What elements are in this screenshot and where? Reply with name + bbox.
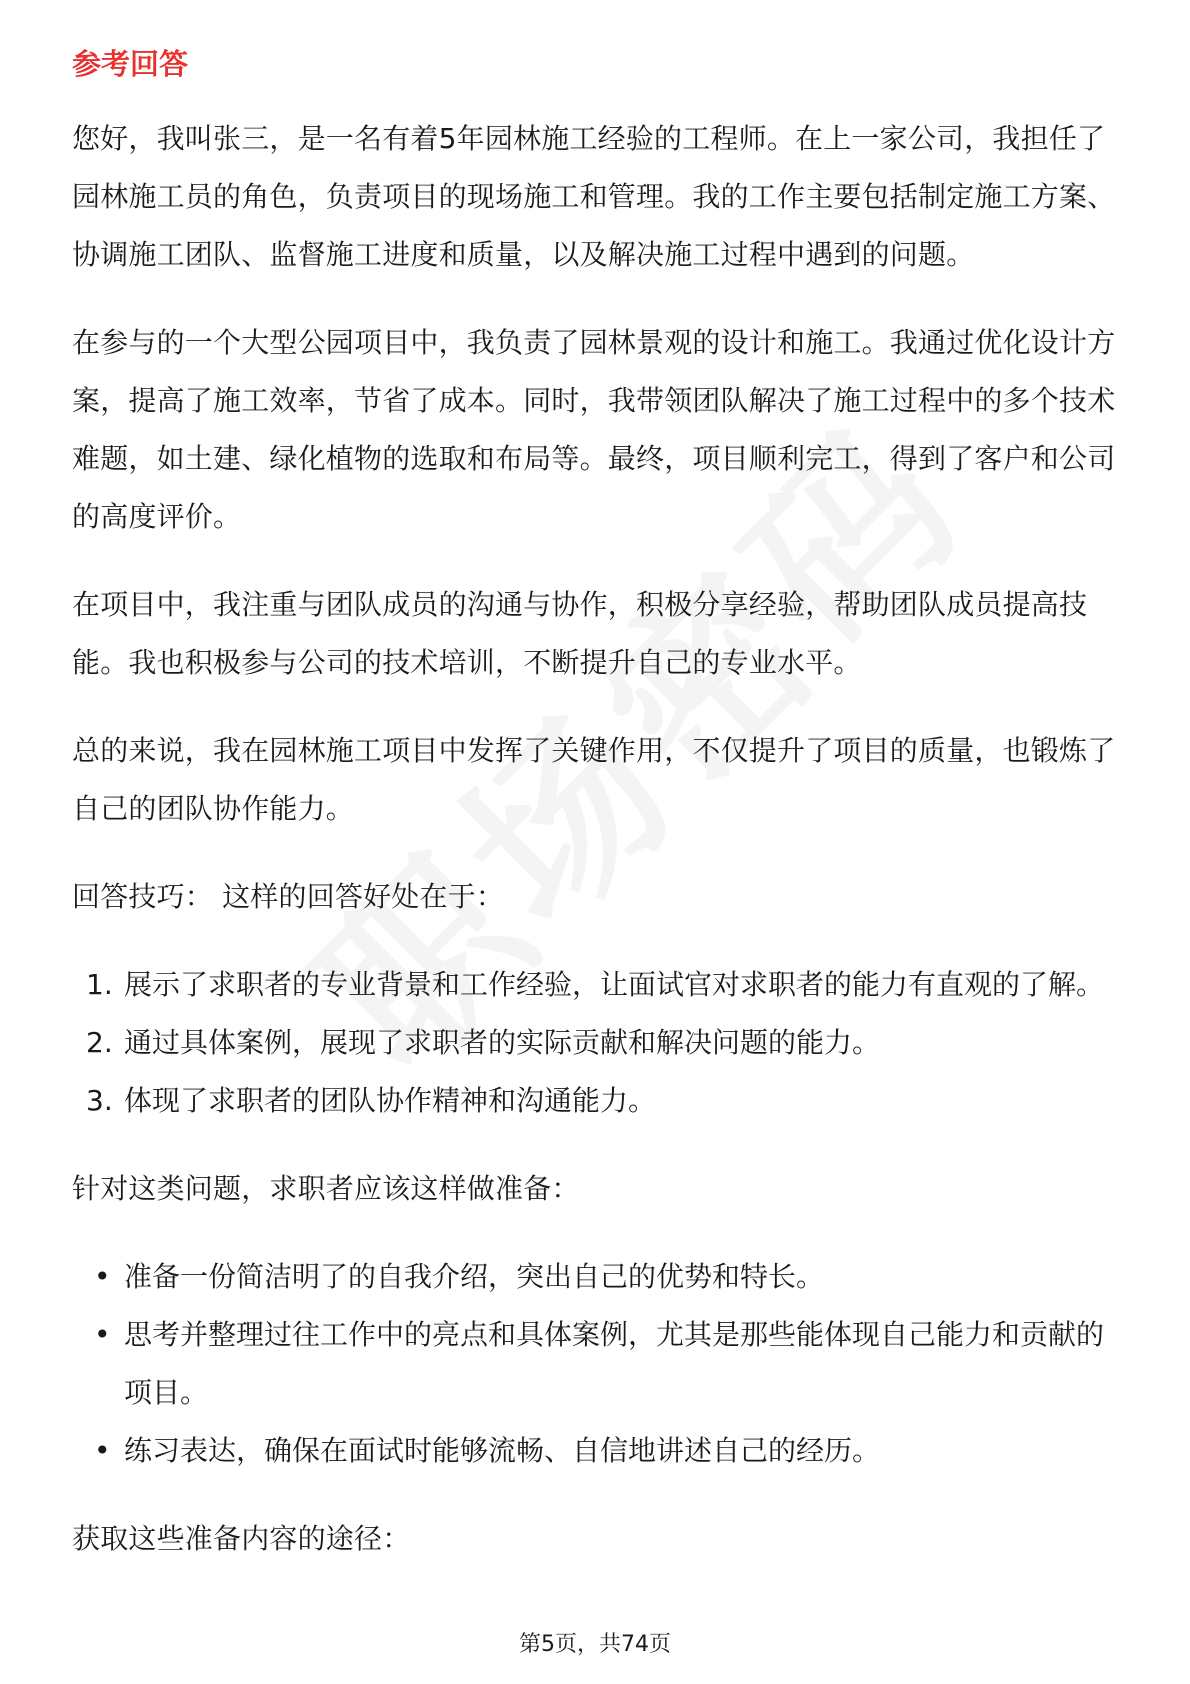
list-marker: 3.: [86, 1084, 113, 1117]
tips-heading: 回答技巧： 这样的回答好处在于：: [72, 880, 505, 913]
list-item-text: 通过具体案例，展现了求职者的实际贡献和解决问题的能力。: [124, 1026, 881, 1059]
list-marker: 1.: [86, 968, 113, 1001]
section-title: 参考回答: [72, 47, 189, 81]
list-item-text: 思考并整理过往工作中的亮点和具体案例，尤其是那些能体现自己能力和贡献的项目。: [124, 1318, 1105, 1409]
list-item: [72, 1072, 1122, 1130]
list-item-text: 准备一份简洁明了的自我介绍，突出自己的优势和特长。: [124, 1260, 825, 1293]
sources-heading: 获取这些准备内容的途径：: [72, 1522, 411, 1555]
list-item-text: 展示了求职者的专业背景和工作经验，让面试官对求职者的能力有直观的了解。: [124, 968, 1105, 1001]
prep-list: [72, 1248, 1122, 1480]
prep-heading: 针对这类问题，求职者应该这样做准备：: [72, 1172, 580, 1205]
list-item: [72, 956, 1122, 1014]
list-marker: 2.: [86, 1026, 113, 1059]
paragraph-intro: 您好，我叫张三，是一名有着5年园林施工经验的工程师。在上一家公司，我担任了园林施工员的角色，负责项目的现场施工和管理。我的工作主要包括制定施工方案、协调施工团队、监督施工进度和质量，以及解决施工过程中遇到的问题。: [72, 122, 1116, 271]
paragraph-project: 在参与的一个大型公园项目中，我负责了园林景观的设计和施工。我通过优化设计方案，提高了施工效率，节省了成本。同时，我带领团队解决了施工过程中的多个技术难题，如土建、绿化植物的选取和布局等。最终，项目顺利完工，得到了客户和公司的高度评价。: [72, 326, 1116, 533]
bullet-marker: •: [94, 1434, 111, 1467]
list-item-text: 练习表达，确保在面试时能够流畅、自信地讲述自己的经历。: [124, 1434, 881, 1467]
tips-list: [72, 956, 1122, 1130]
paragraph-teamwork: 在项目中，我注重与团队成员的沟通与协作，积极分享经验，帮助团队成员提高技能。我也积极参与公司的技术培训，不断提升自己的专业水平。: [72, 588, 1088, 679]
document-page: [72, 44, 1122, 1598]
page-footer: 第5页，共74页: [519, 1632, 671, 1657]
list-item: [72, 1422, 1122, 1480]
paragraph-summary: 总的来说，我在园林施工项目中发挥了关键作用，不仅提升了项目的质量，也锻炼了自己的团队协作能力。: [72, 734, 1116, 825]
list-item: [72, 1306, 1122, 1422]
list-item-text: 体现了求职者的团队协作精神和沟通能力。: [124, 1084, 657, 1117]
list-item: [72, 1248, 1122, 1306]
bullet-marker: •: [94, 1318, 111, 1351]
list-item: [72, 1014, 1122, 1072]
bullet-marker: •: [94, 1260, 111, 1293]
